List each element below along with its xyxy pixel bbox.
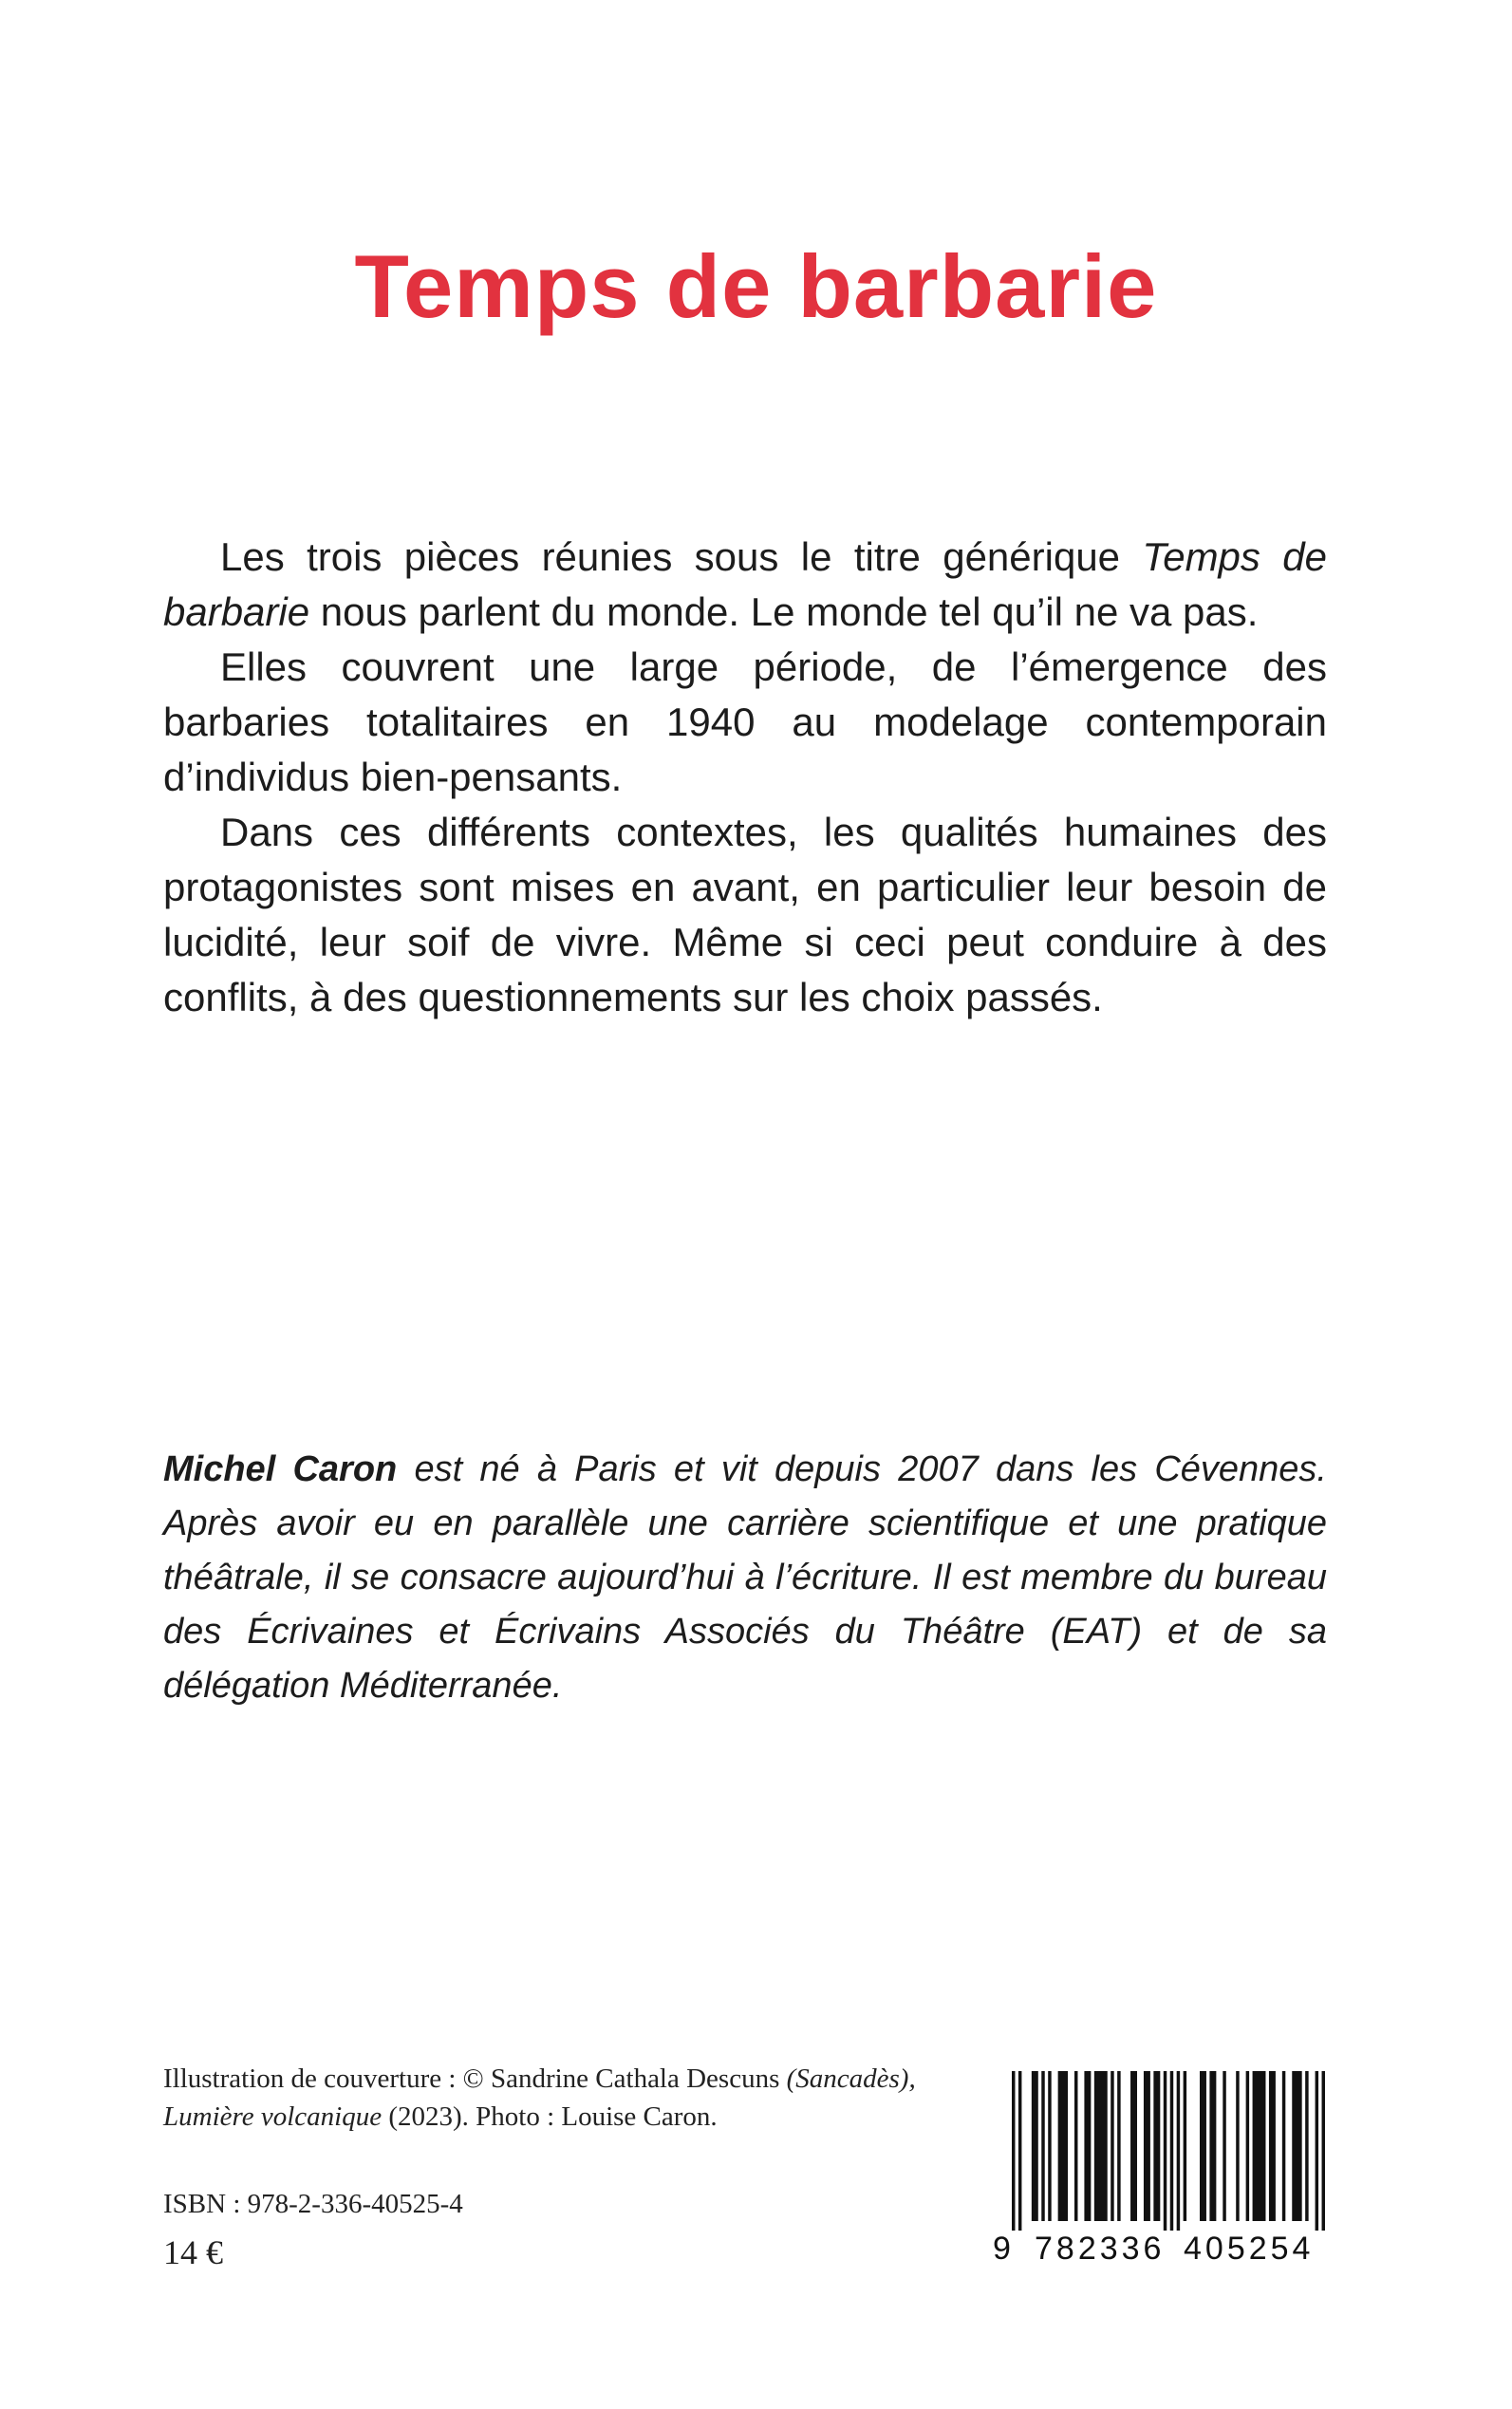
- barcode-bar: [1246, 2071, 1249, 2221]
- barcode-bar: [1170, 2071, 1173, 2231]
- barcode-bar: [1200, 2071, 1206, 2221]
- barcode-bar: [1292, 2071, 1301, 2221]
- barcode-bar: [1322, 2071, 1325, 2231]
- barcode-bar: [1048, 2071, 1051, 2221]
- blurb-paragraph-2: Elles couvrent une large période, de l’émergence des barbaries totalitaires en 1940 au modelage contemporain d’individus bien-pensants.: [163, 644, 1327, 799]
- barcode-bar: [1084, 2071, 1091, 2221]
- barcode-bar: [1184, 2071, 1186, 2221]
- cover-credits: [163, 2060, 1017, 2136]
- barcode-bar: [1177, 2071, 1180, 2231]
- blurb-title-ref: Temps de barbarie: [163, 534, 1327, 634]
- credits-artwork-title: Lumière volcanique: [163, 2101, 383, 2132]
- barcode-bar: [1012, 2071, 1015, 2231]
- blurb-paragraph-3: Dans ces différents contextes, les qualités humaines des protagonistes sont mises en avant, en particulier leur besoin de lucidité, leur soif de vivre. Même si ceci peut conduire à des conflits, à des questionnements sur les choix passés.: [163, 810, 1327, 1019]
- barcode-bar: [1269, 2071, 1276, 2221]
- barcode-bar: [1032, 2071, 1038, 2221]
- author-name: Michel Caron: [163, 1449, 398, 1489]
- author-bio: [163, 1443, 1327, 1713]
- credits-italic: (Sancadès),: [786, 2064, 916, 2094]
- barcode-digit-first: 9: [993, 2231, 1011, 2267]
- blurb-text: Les trois pièces réunies sous le titre générique: [220, 534, 1143, 579]
- blurb-text: nous parlent du monde. Le monde tel qu’il ne va pas.: [309, 589, 1259, 634]
- barcode-bar: [1117, 2071, 1120, 2221]
- barcode-bar: [1130, 2071, 1137, 2221]
- barcode-bar: [1074, 2071, 1077, 2221]
- barcode-bar: [1316, 2071, 1318, 2231]
- barcode-bar: [1253, 2071, 1266, 2221]
- isbn: ISBN : 978-2-336-40525-4: [163, 2189, 463, 2219]
- credits-text: (2023). Photo : Louise Caron.: [382, 2101, 718, 2132]
- barcode-bar: [1094, 2071, 1108, 2221]
- barcode-bar: [1305, 2071, 1308, 2221]
- barcode-bars: [1012, 2071, 1325, 2231]
- credits-line-2: [163, 2098, 1017, 2136]
- barcode-bar: [1209, 2071, 1216, 2221]
- barcode-bar: [1144, 2071, 1150, 2221]
- blurb-paragraph-1: [163, 530, 1327, 640]
- barcode-bar: [1282, 2071, 1285, 2221]
- barcode-bar: [1164, 2071, 1167, 2231]
- barcode-bar: [1018, 2071, 1021, 2231]
- price: 14 €: [163, 2233, 223, 2271]
- barcode-bar: [1153, 2071, 1160, 2221]
- barcode-digits-right: 405254: [1184, 2231, 1315, 2267]
- book-title: Temps de barbarie: [354, 235, 1158, 336]
- barcode-digits-left: 782336: [1035, 2231, 1166, 2267]
- blurb: [163, 530, 1327, 1025]
- barcode-bar: [1058, 2071, 1068, 2221]
- barcode-bar: [1041, 2071, 1044, 2221]
- barcode-bar: [1236, 2071, 1239, 2221]
- credits-text: Illustration de couverture : © Sandrine Cathala Descuns: [163, 2064, 787, 2094]
- barcode-bar: [1223, 2071, 1225, 2221]
- barcode-bar: [1111, 2071, 1113, 2221]
- credits-line-1: [163, 2060, 1017, 2098]
- author-bio-text: est né à Paris et vit depuis 2007 dans les Cévennes. Après avoir eu en parallèle une carrière scientifique et une pratique théâtrale, il se consacre aujourd’hui à l’écriture. Il est membre du bureau des Écrivaines et Écrivains Associés du Théâtre (EAT) et de sa délégation Méditerranée.: [163, 1449, 1327, 1706]
